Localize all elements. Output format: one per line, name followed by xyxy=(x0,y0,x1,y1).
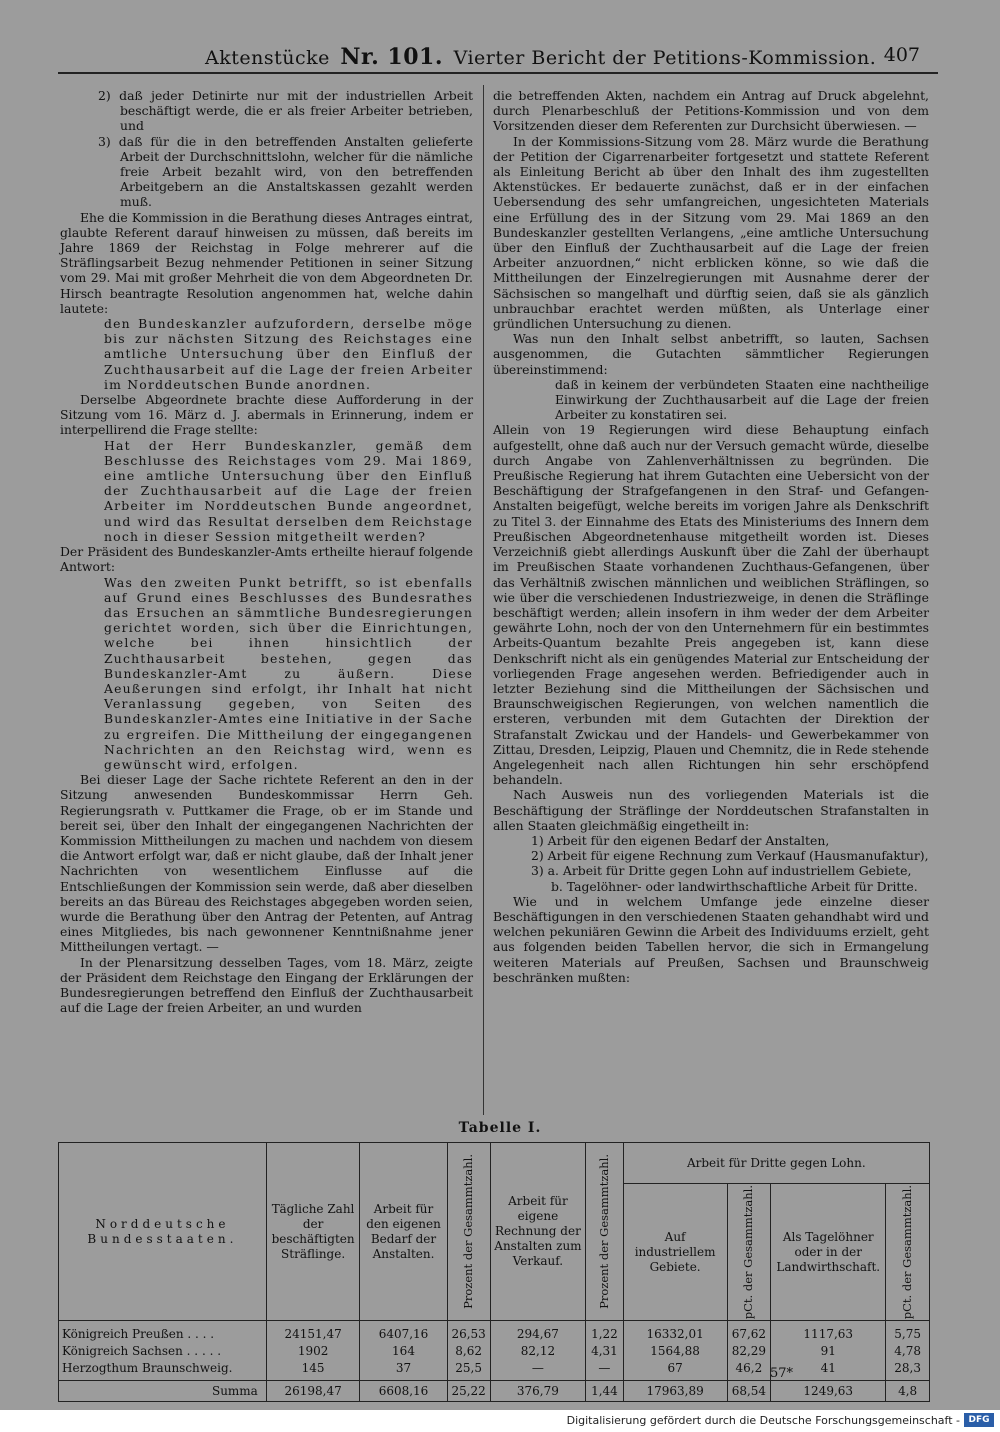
row-cell-ind: 67 xyxy=(623,1360,727,1381)
row-cell-p2: 4,31 xyxy=(586,1343,623,1360)
header-pct-2 xyxy=(586,1143,623,1321)
row-cell-acct: 294,67 xyxy=(490,1321,586,1344)
sum-pct-3: 68,54 xyxy=(727,1381,771,1402)
sum-daily: 26198,47 xyxy=(266,1381,360,1402)
dfg-logo: DFG xyxy=(964,1413,994,1427)
header-pct-1 xyxy=(447,1143,490,1321)
list-item: 3) daß für die in den betreffenden Anstalten gelieferte Arbeit der Durchschnittslohn, welcher für die nämliche freie Arbeit bezahlt wird, von den betreffenden Arbeitgebern an die Anstaltskassen gezahlt werden muß. xyxy=(98,133,473,210)
row-state-name: Königreich Preußen . . . . xyxy=(59,1321,267,1344)
paragraph: Wie und in welchem Umfange jede einzelne dieser Beschäftigungen in den verschiedenen Staaten gehandhabt wird und welchen pekuniären Gewinn die Arbeit des Individuums erzielt, geht aus folgenden beiden Tabellen hervor, die sich in Ermangelung weiteren Materials auf Preußen, Sachsen und Braunschweig beschränken mußten: xyxy=(493,893,929,985)
header-pct-4 xyxy=(886,1184,930,1321)
list-item: 2) Arbeit für eigene Rechnung zum Verkauf (Hausmanufaktur), xyxy=(531,848,929,864)
row-cell-daily: 145 xyxy=(266,1360,360,1381)
row-cell-p1: 26,53 xyxy=(447,1321,490,1344)
row-cell-p3: 46,2 xyxy=(727,1360,771,1381)
footer-credit: Digitalisierung gefördert durch die Deutsche Forschungsgemeinschaft - xyxy=(566,1414,960,1427)
row-state-name: Königreich Sachsen . . . . . xyxy=(59,1343,267,1360)
right-text-column xyxy=(493,88,929,985)
row-cell-lab: 41 xyxy=(771,1360,886,1381)
table-row xyxy=(59,1343,930,1360)
quoted-text: Hat der Herr Bundeskanzler, gemäß dem Beschlusse des Reichstages vom 29. Mai 1869, eine amtliche Untersuchung über den Einfluß der Zuchthausarbeit auf die Lage der freien Arbeiter im Norddeutschen Bunde angeordnet, und wird das Resultat derselben dem Reichstage noch in dieser Session mitgetheilt werden? xyxy=(104,437,473,544)
row-cell-ind: 16332,01 xyxy=(623,1321,727,1344)
list-item: 3) a. Arbeit für Dritte gegen Lohn auf industriellem Gebiete, xyxy=(531,863,912,879)
header-pct-2-label: Prozent der Gesammtzahl. xyxy=(596,1154,611,1310)
row-cell-p2: 1,22 xyxy=(586,1321,623,1344)
paragraph: Derselbe Abgeordnete brachte diese Aufforderung in der Sitzung vom 16. März d. J. abermals in Erinnerung, indem er interpellirend die Frage stellte: xyxy=(60,392,473,438)
row-cell-p3: 82,29 xyxy=(727,1343,771,1360)
column-divider xyxy=(483,85,484,1115)
sum-pct-2: 1,44 xyxy=(586,1381,623,1402)
table-sum-row xyxy=(59,1381,930,1402)
header-pct-3-label: pCt. der Gesammtzahl. xyxy=(741,1185,756,1320)
quoted-text: Was den zweiten Punkt betrifft, so ist ebenfalls auf Grund eines Beschlusses des Bundesrathes das Ersuchen an sämmtliche Bundesregierungen gerichtet worden, sich über die Einrichtungen, welche bei ihnen hinsichtlich der Zuchthausarbeit bestehen, gegen das Bundeskanzler-Amt zu äußern. Diese Aeußerungen sind erfolgt, ihr Inhalt hat nicht Veranlassung gegeben, von Seiten des Bundeskanzler-Amtes eine Initiative in der Sache zu ergreifen. Die Mittheilung der eingegangenen Nachrichten an den Reichstag wird, wenn es gewünscht wird, erfolgen. xyxy=(104,574,473,772)
signature-mark: 57* xyxy=(770,1366,794,1381)
row-cell-acct: — xyxy=(490,1360,586,1381)
paragraph: die betreffenden Akten, nachdem ein Antrag auf Druck abgelehnt, durch Plenarbeschluß der Petitions-Kommission und von dem Vorsitzenden dieser dem Referenten zur Durchsicht überwiesen. — xyxy=(493,88,929,134)
header-title xyxy=(205,44,876,70)
footer-bar xyxy=(0,1410,1000,1432)
header-report-title: Vierter Bericht der Petitions-Kommission. xyxy=(453,47,877,69)
row-cell-p4: 5,75 xyxy=(886,1321,930,1344)
table-row xyxy=(59,1360,930,1381)
page-header xyxy=(205,42,930,72)
header-industrial: Auf industriellem Gebiete. xyxy=(623,1184,727,1321)
row-cell-p2: — xyxy=(586,1360,623,1381)
row-cell-own: 37 xyxy=(360,1360,447,1381)
list-item: 2) daß jeder Detinirte nur mit der industriellen Arbeit beschäftigt werde, die er als freier Arbeiter betrieben, und xyxy=(98,88,473,134)
row-cell-own: 164 xyxy=(360,1343,447,1360)
header-pct-1-label: Prozent der Gesammtzahl. xyxy=(461,1154,476,1310)
paragraph: Ehe die Kommission in die Berathung dieses Antrages eintrat, glaubte Referent darauf hinweisen zu müssen, daß bereits im Jahre 1869 der Reichstag in Folge mehrerer auf die Sträflingsarbeit Bezug nehmender Petitionen in seiner Sitzung vom 29. Mai mit großer Mehrheit die von dem Abgeordneten Dr. Hirsch beantragte Resolution angenommen hat, welche dahin lautete: xyxy=(60,209,473,316)
row-state-name: Herzogthum Braunschweig. xyxy=(59,1360,267,1381)
row-cell-daily: 1902 xyxy=(266,1343,360,1360)
header-prefix: Aktenstücke xyxy=(205,47,330,69)
sum-industrial: 17963,89 xyxy=(623,1381,727,1402)
row-cell-lab: 1117,63 xyxy=(771,1321,886,1344)
row-cell-p1: 25,5 xyxy=(447,1360,490,1381)
sum-label: Summa xyxy=(59,1381,267,1402)
header-day-labour: Als Tagelöhner oder in der Landwirthschaft. xyxy=(771,1184,886,1321)
header-document-number: Nr. 101. xyxy=(340,44,444,70)
paragraph: Allein von 19 Regierungen wird diese Behauptung einfach aufgestellt, ohne daß auch nur der Versuch gemacht würde, dieselbe durch Angabe von Zahlenverhältnissen zu begründen. Die Preußische Regierung hat ihrem Gutachten eine Uebersicht von der Beschäftigung der Strafgefangenen in den Straf- und Gefangen-Anstalten beigefügt, welche bereits im vorigen Jahre als Denkschrift zu Titel 3. der Einnahme des Etats des Ministeriums des Innern dem Preußischen Abgeordnetenhause mitgetheilt worden ist. Dieses Verzeichniß giebt allerdings Auskunft über die Zahl der überhaupt im Preußischen Staate vorhandenen Zuchthaus-Gefangenen, über das Verhältniß zwischen männlichen und weiblichen Sträflingen, so wie über die verschiedenen Industriezweige, in denen die Sträflinge beschäftigt werden; allein insofern in ihm weder der dem Arbeiter gewährte Lohn, noch der von den Unternehmern für ein bestimmtes Arbeits-Quantum bezahlte Preis angegeben ist, kann diese Denkschrift nicht als ein genügendes Material zur Entscheidung der vorliegenden Frage angesehen werden. Befriedigender auch in letzter Beziehung sind die Mittheilungen der Sächsischen und Braunschweigischen Regierungen, von welchen namentlich die ersteren, verbunden mit dem Gutachten der Direktion der Strafanstalt Zwickau und der Handels- und Gewerbekammer von Zittau, Dresden, Leipzig, Plauen und Chemnitz, die in Rede stehende Angelegenheit nach allen Richtungen hin sehr erschöpfend behandeln. xyxy=(493,422,929,788)
row-cell-ind: 1564,88 xyxy=(623,1343,727,1360)
sum-own-account: 376,79 xyxy=(490,1381,586,1402)
row-cell-p4: 4,78 xyxy=(886,1343,930,1360)
page-number: 407 xyxy=(883,44,920,66)
row-cell-own: 6407,16 xyxy=(360,1321,447,1344)
left-text-column xyxy=(60,88,473,1015)
row-cell-p4: 28,3 xyxy=(886,1360,930,1381)
table-row xyxy=(59,1321,930,1344)
paragraph: Nach Ausweis nun des vorliegenden Materials ist die Beschäftigung der Sträflinge der Norddeutschen Strafanstalten in allen Staaten gleichmäßig eingetheilt in: xyxy=(493,787,929,833)
header-pct-4-label: pCt. der Gesammtzahl. xyxy=(900,1185,915,1320)
paragraph: In der Plenarsitzung desselben Tages, vom 18. März, zeigte der Präsident dem Reichstage den Eingang der Erklärungen der Bundesregierungen betreffend den Einfluß der Zuchthausarbeit auf die Lage der freien Arbeiter, an und wurden xyxy=(60,954,473,1016)
paragraph: Bei dieser Lage der Sache richtete Referent an den in der Sitzung anwesenden Bundeskommissar Herrn Geh. Regierungsrath v. Puttkamer die Frage, ob er im Stande und bereit sei, über den Inhalt der eingegangenen Nachrichten der Kommission Mittheilungen zu machen und nachdem von diesem die Antwort erfolgt war, daß er nicht glaube, daß der Inhalt jener Nachrichten von wesentlichem Einflusse auf die Entschließungen der Kommission sein werde, daß aber dieselben bereits an das Büreau des Reichstages abgegeben worden seien, wurde die Berathung über den Antrag der Petenten, auf Antrag eines Mitgliedes, bis nach gewonnener Kenntnißnahme jener Mittheilungen vertagt. — xyxy=(60,772,473,955)
row-cell-acct: 82,12 xyxy=(490,1343,586,1360)
list-item: b. Tagelöhner- oder landwirthschaftliche Arbeit für Dritte. xyxy=(551,878,918,894)
header-rule xyxy=(58,72,938,74)
paragraph: In der Kommissions-Sitzung vom 28. März wurde die Berathung der Petition der Cigarrenarbeiter fortgesetzt und stattete Referent als Einleitung Bericht ab über den Inhalt des ihm zugestellten Aktenstückes. Er bedauerte zunächst, daß er in der einfachen Uebersendung des sehr umfangreichen, ungesichteten Materials eine Erfüllung des in der Sitzung vom 29. Mai 1869 an den Bundeskanzler gestellten Verlangens, „eine amtliche Untersuchung über den Einfluß der Zuchthausarbeit auf die Lage der freien Arbeiter anzuordnen,“ nicht erblicken könne, so wie daß die Mittheilungen der Einzelregierungen mit Ausnahme derer der Sächsischen so mangelhaft und dürftig seien, daß sie als gänzlich unbrauchbar erachtet werden müßten, als Unterlage einer gründlichen Untersuchung zu dienen. xyxy=(493,133,929,332)
paragraph: Was nun den Inhalt selbst anbetrifft, so lauten, Sachsen ausgenommen, die Gutachten sämmtlicher Regierungen übereinstimmend: xyxy=(493,331,929,377)
row-cell-daily: 24151,47 xyxy=(266,1321,360,1344)
sum-own: 6608,16 xyxy=(360,1381,447,1402)
row-cell-p3: 67,62 xyxy=(727,1321,771,1344)
sum-pct-4: 4,8 xyxy=(886,1381,930,1402)
sum-pct-1: 25,22 xyxy=(447,1381,490,1402)
statistics-table xyxy=(58,1142,930,1402)
header-states: Norddeutsche Bundesstaaten. xyxy=(59,1143,267,1321)
header-daily-count: Tägliche Zahl der beschäftigten Sträflinge. xyxy=(266,1143,360,1321)
quoted-text: daß in keinem der verbündeten Staaten eine nachtheilige Einwirkung der Zuchthausarbeit auf die Lage der freien Arbeiter zu konstatiren sei. xyxy=(555,376,929,423)
row-cell-lab: 91 xyxy=(771,1343,886,1360)
row-cell-p1: 8,62 xyxy=(447,1343,490,1360)
sum-day-labour: 1249,63 xyxy=(771,1381,886,1402)
paragraph: Der Präsident des Bundeskanzler-Amts ertheilte hierauf folgende Antwort: xyxy=(60,544,473,575)
list-item: 1) Arbeit für den eigenen Bedarf der Anstalten, xyxy=(531,832,830,848)
header-own-need: Arbeit für den eigenen Bedarf der Anstalten. xyxy=(360,1143,447,1321)
table-body xyxy=(59,1321,930,1381)
header-pct-3 xyxy=(727,1184,771,1321)
header-own-account: Arbeit für eigene Rechnung der Anstalten zum Verkauf. xyxy=(490,1143,586,1321)
quoted-text: den Bundeskanzler aufzufordern, derselbe möge bis zur nächsten Sitzung des Reichstages eine amtliche Untersuchung über den Einfluß der Zuchthausarbeit auf die Lage der freien Arbeiter im Norddeutschen Bunde anordnen. xyxy=(104,316,473,392)
header-third-party-group: Arbeit für Dritte gegen Lohn. xyxy=(623,1143,929,1184)
table-caption: Tabelle I. xyxy=(458,1120,542,1136)
